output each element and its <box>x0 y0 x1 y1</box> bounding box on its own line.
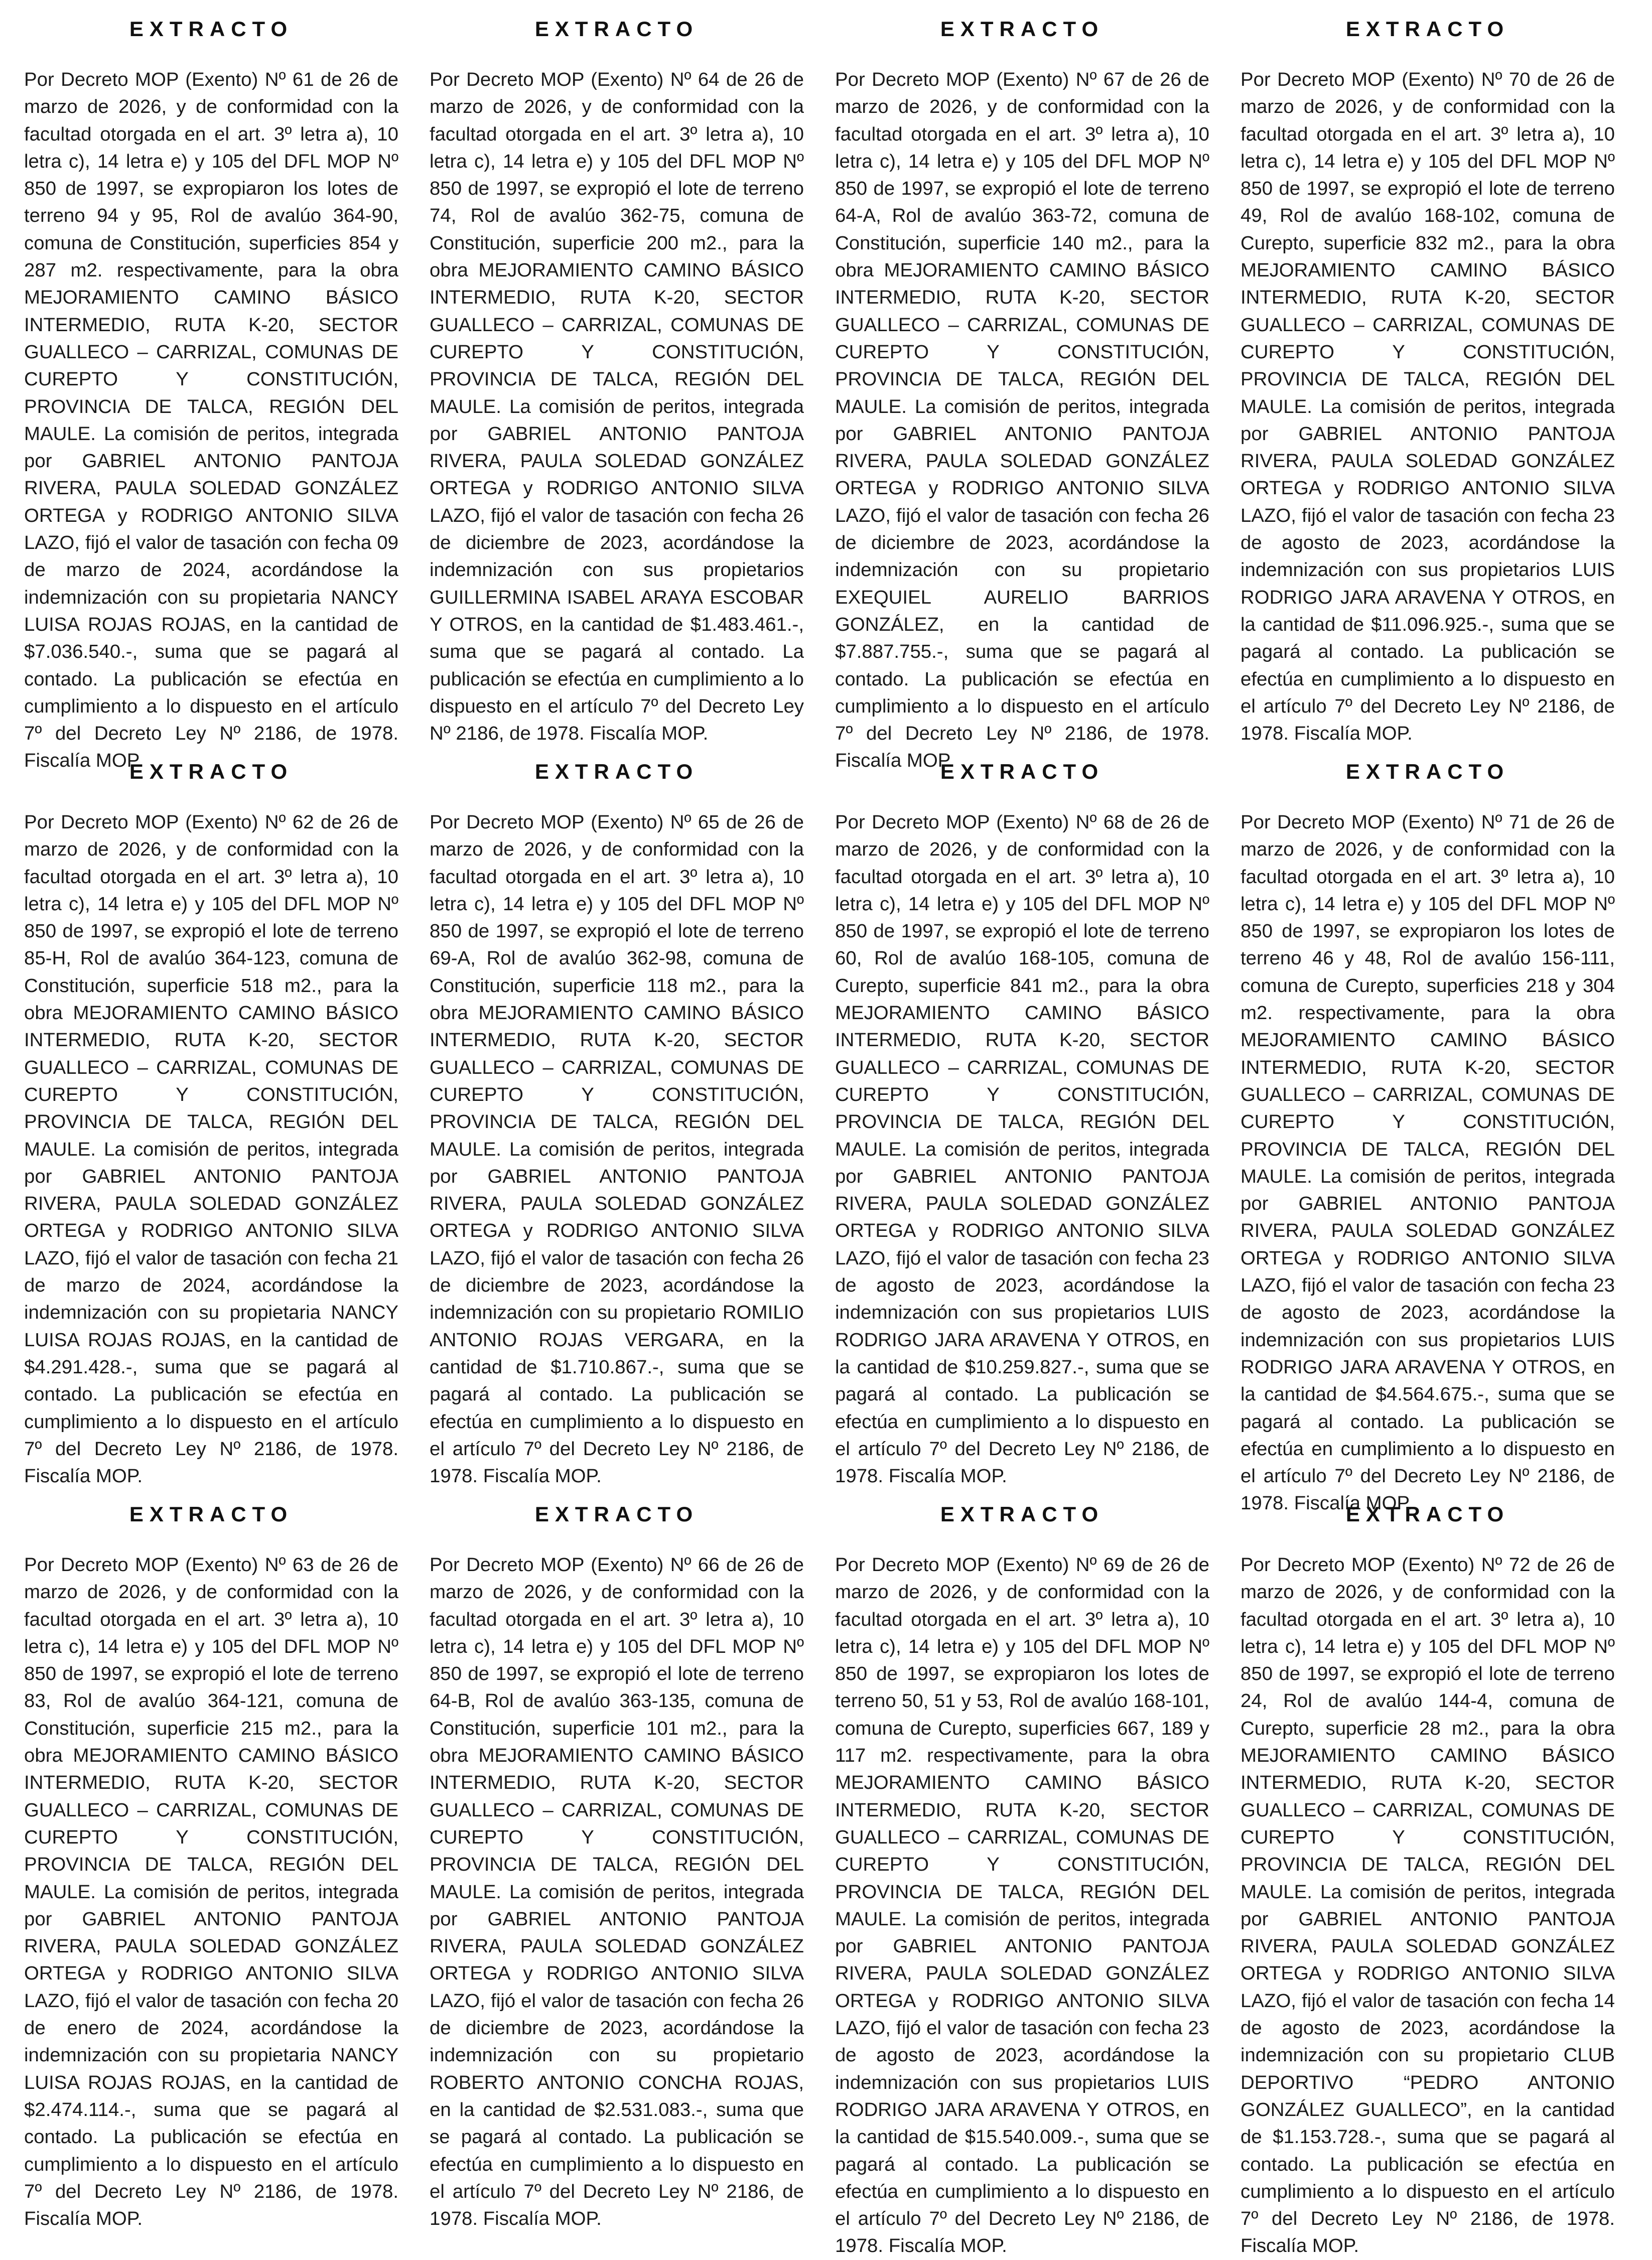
extracto-title: EXTRACTO <box>1345 17 1510 41</box>
extracto-body: Por Decreto MOP (Exento) Nº 66 de 26 de marzo de 2026, y de conformidad con la facultad otorgada en el art. 3º letra a), 10 letra c), 14 letra e) y 105 del DFL MOP Nº 850 de 1997, se expropió el lote de terreno 64-B, Rol de avalúo 363-135, comuna de Constitución, superficie 101 m2., para la obra MEJORAMIENTO CAMINO BÁSICO INTERMEDIO, RUTA K-20, SECTOR GUALLECO – CARRIZAL, COMUNAS DE CUREPTO Y CONSTITUCIÓN, PROVINCIA DE TALCA, REGIÓN DEL MAULE. La comisión de peritos, integrada por GABRIEL ANTONIO PANTOJA RIVERA, PAULA SOLEDAD GONZÁLEZ ORTEGA y RODRIGO ANTONIO SILVA LAZO, fijó el valor de tasación con fecha 26 de diciembre de 2023, acordándose la indemnización con su propietario ROBERTO ANTONIO CONCHA ROJAS, en la cantidad de $2.531.083.-, suma que se pagará al contado. La publicación se efectúa en cumplimiento a lo dispuesto en el artículo 7º del Decreto Ley Nº 2186, de 1978. Fiscalía MOP. <box>430 1554 804 2230</box>
extracto-decreto-64 <box>424 0 804 743</box>
extracto-body: Por Decreto MOP (Exento) Nº 64 de 26 de marzo de 2026, y de conformidad con la facultad otorgada en el art. 3º letra a), 10 letra c), 14 letra e) y 105 del DFL MOP Nº 850 de 1997, se expropió el lote de terreno 74, Rol de avalúo 362-75, comuna de Constitución, superficie 200 m2., para la obra MEJORAMIENTO CAMINO BÁSICO INTERMEDIO, RUTA K-20, SECTOR GUALLECO – CARRIZAL, COMUNAS DE CUREPTO Y CONSTITUCIÓN, PROVINCIA DE TALCA, REGIÓN DEL MAULE. La comisión de peritos, integrada por GABRIEL ANTONIO PANTOJA RIVERA, PAULA SOLEDAD GONZÁLEZ ORTEGA y RODRIGO ANTONIO SILVA LAZO, fijó el valor de tasación con fecha 26 de diciembre de 2023, acordándose la indemnización con sus propietarios GUILLERMINA ISABEL ARAYA ESCOBAR Y OTROS, en la cantidad de $1.483.461.-, suma que se pagará al contado. La publicación se efectúa en cumplimiento a lo dispuesto en el artículo 7º del Decreto Ley Nº 2186, de 1978. Fiscalía MOP. <box>430 69 804 745</box>
extracto-body: Por Decreto MOP (Exento) Nº 70 de 26 de marzo de 2026, y de conformidad con la facultad otorgada en el art. 3º letra a), 10 letra c), 14 letra e) y 105 del DFL MOP Nº 850 de 1997, se expropió el lote de terreno 49, Rol de avalúo 168-102, comuna de Curepto, superficie 832 m2., para la obra MEJORAMIENTO CAMINO BÁSICO INTERMEDIO, RUTA K-20, SECTOR GUALLECO – CARRIZAL, COMUNAS DE CUREPTO Y CONSTITUCIÓN, PROVINCIA DE TALCA, REGIÓN DEL MAULE. La comisión de peritos, integrada por GABRIEL ANTONIO PANTOJA RIVERA, PAULA SOLEDAD GONZÁLEZ ORTEGA y RODRIGO ANTONIO SILVA LAZO, fijó el valor de tasación con fecha 23 de agosto de 2023, acordándose la indemnización con sus propietarios LUIS RODRIGO JARA ARAVENA Y OTROS, en la cantidad de $11.096.925.-, suma que se pagará al contado. La publicación se efectúa en cumplimiento a lo dispuesto en el artículo 7º del Decreto Ley Nº 2186, de 1978. Fiscalía MOP. <box>1241 69 1615 745</box>
extracto-body: Por Decreto MOP (Exento) Nº 72 de 26 de marzo de 2026, y de conformidad con la facultad otorgada en el art. 3º letra a), 10 letra c), 14 letra e) y 105 del DFL MOP Nº 850 de 1997, se expropió el lote de terreno 24, Rol de avalúo 144-4, comuna de Curepto, superficie 28 m2., para la obra MEJORAMIENTO CAMINO BÁSICO INTERMEDIO, RUTA K-20, SECTOR GUALLECO – CARRIZAL, COMUNAS DE CUREPTO Y CONSTITUCIÓN, PROVINCIA DE TALCA, REGIÓN DEL MAULE. La comisión de peritos, integrada por GABRIEL ANTONIO PANTOJA RIVERA, PAULA SOLEDAD GONZÁLEZ ORTEGA y RODRIGO ANTONIO SILVA LAZO, fijó el valor de tasación con fecha 14 de agosto de 2023, acordándose la indemnización con su propietario CLUB DEPORTIVO “PEDRO ANTONIO GONZÁLEZ GUALLECO”, en la cantidad de $1.153.728.-, suma que se pagará al contado. La publicación se efectúa en cumplimiento a lo dispuesto en el artículo 7º del Decreto Ley Nº 2186, de 1978. Fiscalía MOP. <box>1241 1554 1615 2257</box>
extracto-decreto-70 <box>1234 0 1615 743</box>
extracto-decreto-65 <box>424 743 804 1485</box>
extracto-decreto-63 <box>18 1485 398 2228</box>
extracto-title: EXTRACTO <box>129 1502 294 1526</box>
extracto-title: EXTRACTO <box>940 1502 1105 1526</box>
extracto-decreto-66 <box>424 1485 804 2228</box>
extracto-decreto-71 <box>1234 743 1615 1514</box>
extracto-title: EXTRACTO <box>129 17 294 41</box>
extracto-body: Por Decreto MOP (Exento) Nº 69 de 26 de marzo de 2026, y de conformidad con la facultad otorgada en el art. 3º letra a), 10 letra c), 14 letra e) y 105 del DFL MOP Nº 850 de 1997, se expropiaron los lotes de terreno 50, 51 y 53, Rol de avalúo 168-101, comuna de Curepto, superficies 667, 189 y 117 m2. respectivamente, para la obra MEJORAMIENTO CAMINO BÁSICO INTERMEDIO, RUTA K-20, SECTOR GUALLECO – CARRIZAL, COMUNAS DE CUREPTO Y CONSTITUCIÓN, PROVINCIA DE TALCA, REGIÓN DEL MAULE. La comisión de peritos, integrada por GABRIEL ANTONIO PANTOJA RIVERA, PAULA SOLEDAD GONZÁLEZ ORTEGA y RODRIGO ANTONIO SILVA LAZO, fijó el valor de tasación con fecha 23 de agosto de 2023, acordándose la indemnización con sus propietarios LUIS RODRIGO JARA ARAVENA Y OTROS, en la cantidad de $15.540.009.-, suma que se pagará al contado. La publicación se efectúa en cumplimiento a lo dispuesto en el artículo 7º del Decreto Ley Nº 2186, de 1978. Fiscalía MOP. <box>835 1554 1209 2257</box>
extracto-body: Por Decreto MOP (Exento) Nº 68 de 26 de marzo de 2026, y de conformidad con la facultad otorgada en el art. 3º letra a), 10 letra c), 14 letra e) y 105 del DFL MOP Nº 850 de 1997, se expropió el lote de terreno 60, Rol de avalúo 168-105, comuna de Curepto, superficie 841 m2., para la obra MEJORAMIENTO CAMINO BÁSICO INTERMEDIO, RUTA K-20, SECTOR GUALLECO – CARRIZAL, COMUNAS DE CUREPTO Y CONSTITUCIÓN, PROVINCIA DE TALCA, REGIÓN DEL MAULE. La comisión de peritos, integrada por GABRIEL ANTONIO PANTOJA RIVERA, PAULA SOLEDAD GONZÁLEZ ORTEGA y RODRIGO ANTONIO SILVA LAZO, fijó el valor de tasación con fecha 23 de agosto de 2023, acordándose la indemnización con sus propietarios LUIS RODRIGO JARA ARAVENA Y OTROS, en la cantidad de $10.259.827.-, suma que se pagará al contado. La publicación se efectúa en cumplimiento a lo dispuesto en el artículo 7º del Decreto Ley Nº 2186, de 1978. Fiscalía MOP. <box>835 811 1209 1487</box>
extracto-title: EXTRACTO <box>940 760 1105 783</box>
extracto-body: Por Decreto MOP (Exento) Nº 67 de 26 de marzo de 2026, y de conformidad con la facultad otorgada en el art. 3º letra a), 10 letra c), 14 letra e) y 105 del DFL MOP Nº 850 de 1997, se expropió el lote de terreno 64-A, Rol de avalúo 363-72, comuna de Constitución, superficie 140 m2., para la obra MEJORAMIENTO CAMINO BÁSICO INTERMEDIO, RUTA K-20, SECTOR GUALLECO – CARRIZAL, COMUNAS DE CUREPTO Y CONSTITUCIÓN, PROVINCIA DE TALCA, REGIÓN DEL MAULE. La comisión de peritos, integrada por GABRIEL ANTONIO PANTOJA RIVERA, PAULA SOLEDAD GONZÁLEZ ORTEGA y RODRIGO ANTONIO SILVA LAZO, fijó el valor de tasación con fecha 26 de diciembre de 2023, acordándose la indemnización con su propietario EXEQUIEL AURELIO BARRIOS GONZÁLEZ, en la cantidad de $7.887.755.-, suma que se pagará al contado. La publicación se efectúa en cumplimiento a lo dispuesto en el artículo 7º del Decreto Ley Nº 2186, de 1978. Fiscalía MOP. <box>835 69 1209 772</box>
extracto-decreto-69 <box>829 1485 1209 2257</box>
extracto-decreto-61 <box>18 0 398 772</box>
extracto-body: Por Decreto MOP (Exento) Nº 62 de 26 de marzo de 2026, y de conformidad con la facultad otorgada en el art. 3º letra a), 10 letra c), 14 letra e) y 105 del DFL MOP Nº 850 de 1997, se expropió el lote de terreno 85-H, Rol de avalúo 364-123, comuna de Constitución, superficie 518 m2., para la obra MEJORAMIENTO CAMINO BÁSICO INTERMEDIO, RUTA K-20, SECTOR GUALLECO – CARRIZAL, COMUNAS DE CUREPTO Y CONSTITUCIÓN, PROVINCIA DE TALCA, REGIÓN DEL MAULE. La comisión de peritos, integrada por GABRIEL ANTONIO PANTOJA RIVERA, PAULA SOLEDAD GONZÁLEZ ORTEGA y RODRIGO ANTONIO SILVA LAZO, fijó el valor de tasación con fecha 21 de marzo de 2024, acordándose la indemnización con su propietaria NANCY LUISA ROJAS ROJAS, en la cantidad de $4.291.428.-, suma que se pagará al contado. La publicación se efectúa en cumplimiento a lo dispuesto en el artículo 7º del Decreto Ley Nº 2186, de 1978. Fiscalía MOP. <box>24 811 398 1487</box>
extracto-title: EXTRACTO <box>1345 760 1510 783</box>
extracto-decreto-62 <box>18 743 398 1485</box>
extracto-title: EXTRACTO <box>534 17 699 41</box>
extracto-title: EXTRACTO <box>940 17 1105 41</box>
extracto-title: EXTRACTO <box>129 760 294 783</box>
extracto-body: Por Decreto MOP (Exento) Nº 65 de 26 de marzo de 2026, y de conformidad con la facultad otorgada en el art. 3º letra a), 10 letra c), 14 letra e) y 105 del DFL MOP Nº 850 de 1997, se expropió el lote de terreno 69-A, Rol de avalúo 362-98, comuna de Constitución, superficie 118 m2., para la obra MEJORAMIENTO CAMINO BÁSICO INTERMEDIO, RUTA K-20, SECTOR GUALLECO – CARRIZAL, COMUNAS DE CUREPTO Y CONSTITUCIÓN, PROVINCIA DE TALCA, REGIÓN DEL MAULE. La comisión de peritos, integrada por GABRIEL ANTONIO PANTOJA RIVERA, PAULA SOLEDAD GONZÁLEZ ORTEGA y RODRIGO ANTONIO SILVA LAZO, fijó el valor de tasación con fecha 26 de diciembre de 2023, acordándose la indemnización con su propietario ROMILIO ANTONIO ROJAS VERGARA, en la cantidad de $1.710.867.-, suma que se pagará al contado. La publicación se efectúa en cumplimiento a lo dispuesto en el artículo 7º del Decreto Ley Nº 2186, de 1978. Fiscalía MOP. <box>430 811 804 1487</box>
extracto-decreto-72 <box>1234 1485 1615 2257</box>
extracto-body: Por Decreto MOP (Exento) Nº 61 de 26 de marzo de 2026, y de conformidad con la facultad otorgada en el art. 3º letra a), 10 letra c), 14 letra e) y 105 del DFL MOP Nº 850 de 1997, se expropiaron los lotes de terreno 94 y 95, Rol de avalúo 364-90, comuna de Constitución, superficies 854 y 287 m2. respectivamente, para la obra MEJORAMIENTO CAMINO BÁSICO INTERMEDIO, RUTA K-20, SECTOR GUALLECO – CARRIZAL, COMUNAS DE CUREPTO Y CONSTITUCIÓN, PROVINCIA DE TALCA, REGIÓN DEL MAULE. La comisión de peritos, integrada por GABRIEL ANTONIO PANTOJA RIVERA, PAULA SOLEDAD GONZÁLEZ ORTEGA y RODRIGO ANTONIO SILVA LAZO, fijó el valor de tasación con fecha 09 de marzo de 2024, acordándose la indemnización con su propietaria NANCY LUISA ROJAS ROJAS, en la cantidad de $7.036.540.-, suma que se pagará al contado. La publicación se efectúa en cumplimiento a lo dispuesto en el artículo 7º del Decreto Ley Nº 2186, de 1978. Fiscalía MOP. <box>24 69 398 772</box>
extracto-decreto-67 <box>829 0 1209 772</box>
extracto-title: EXTRACTO <box>534 760 699 783</box>
extracto-title: EXTRACTO <box>1345 1502 1510 1526</box>
extracto-title: EXTRACTO <box>534 1502 699 1526</box>
extracto-decreto-68 <box>829 743 1209 1485</box>
extracto-body: Por Decreto MOP (Exento) Nº 63 de 26 de marzo de 2026, y de conformidad con la facultad otorgada en el art. 3º letra a), 10 letra c), 14 letra e) y 105 del DFL MOP Nº 850 de 1997, se expropió el lote de terreno 83, Rol de avalúo 364-121, comuna de Constitución, superficie 215 m2., para la obra MEJORAMIENTO CAMINO BÁSICO INTERMEDIO, RUTA K-20, SECTOR GUALLECO – CARRIZAL, COMUNAS DE CUREPTO Y CONSTITUCIÓN, PROVINCIA DE TALCA, REGIÓN DEL MAULE. La comisión de peritos, integrada por GABRIEL ANTONIO PANTOJA RIVERA, PAULA SOLEDAD GONZÁLEZ ORTEGA y RODRIGO ANTONIO SILVA LAZO, fijó el valor de tasación con fecha 20 de enero de 2024, acordándose la indemnización con su propietaria NANCY LUISA ROJAS ROJAS, en la cantidad de $2.474.114.-, suma que se pagará al contado. La publicación se efectúa en cumplimiento a lo dispuesto en el artículo 7º del Decreto Ley Nº 2186, de 1978. Fiscalía MOP. <box>24 1554 398 2230</box>
extracto-body: Por Decreto MOP (Exento) Nº 71 de 26 de marzo de 2026, y de conformidad con la facultad otorgada en el art. 3º letra a), 10 letra c), 14 letra e) y 105 del DFL MOP Nº 850 de 1997, se expropiaron los lotes de terreno 46 y 48, Rol de avalúo 156-111, comuna de Curepto, superficies 218 y 304 m2. respectivamente, para la obra MEJORAMIENTO CAMINO BÁSICO INTERMEDIO, RUTA K-20, SECTOR GUALLECO – CARRIZAL, COMUNAS DE CUREPTO Y CONSTITUCIÓN, PROVINCIA DE TALCA, REGIÓN DEL MAULE. La comisión de peritos, integrada por GABRIEL ANTONIO PANTOJA RIVERA, PAULA SOLEDAD GONZÁLEZ ORTEGA y RODRIGO ANTONIO SILVA LAZO, fijó el valor de tasación con fecha 23 de agosto de 2023, acordándose la indemnización con sus propietarios LUIS RODRIGO JARA ARAVENA Y OTROS, en la cantidad de $4.564.675.-, suma que se pagará al contado. La publicación se efectúa en cumplimiento a lo dispuesto en el artículo 7º del Decreto Ley Nº 2186, de 1978. Fiscalía MOP. <box>1241 811 1615 1514</box>
